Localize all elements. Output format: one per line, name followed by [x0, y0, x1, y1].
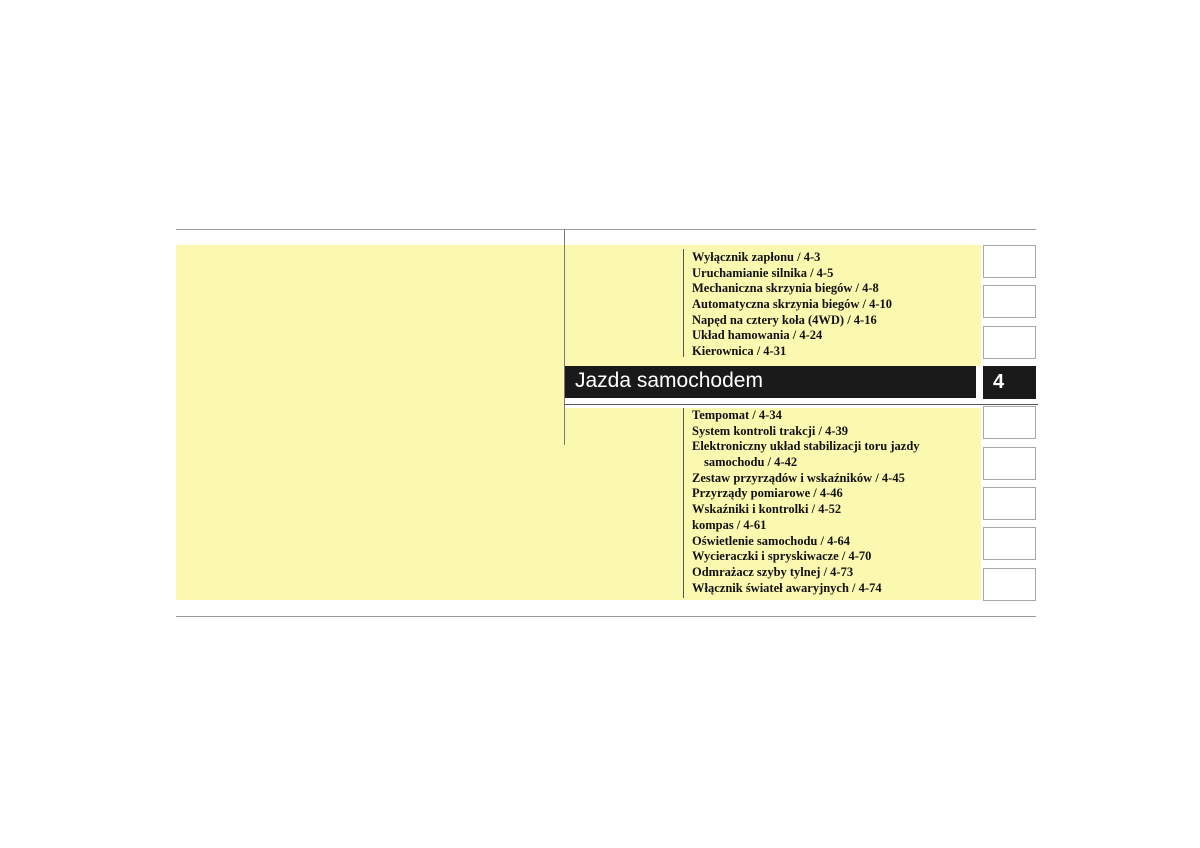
top-rule	[176, 229, 1036, 230]
toc-entry[interactable]: Wskaźniki i kontrolki / 4-52	[692, 502, 842, 517]
toc-entry[interactable]: Układ hamowania / 4-24	[692, 328, 823, 343]
toc-entry[interactable]: Włącznik świateł awaryjnych / 4-74	[692, 580, 882, 595]
chapter-tab-9[interactable]: 9	[983, 568, 1036, 601]
toc-entry[interactable]: Odmrażacz szyby tylnej / 4-73	[692, 564, 854, 579]
center-divider	[564, 229, 565, 445]
toc-entry[interactable]: Uruchamianie silnika / 4-5	[692, 265, 834, 280]
toc-entry[interactable]: Zestaw przyrządów i wskaźników / 4-45	[692, 470, 905, 485]
toc-entry[interactable]: Elektroniczny układ stabilizacji toru jazdy	[692, 439, 920, 454]
chapter-tab-1[interactable]: 1	[983, 245, 1036, 278]
toc-top-rule	[683, 249, 684, 357]
toc-entry[interactable]: Automatyczna skrzynia biegów / 4-10	[692, 297, 892, 312]
left-panel	[176, 245, 564, 600]
chapter-tab-8[interactable]: 8	[983, 527, 1036, 560]
chapter-tab-4[interactable]: 4	[983, 366, 1036, 399]
banner-underline	[564, 404, 1038, 405]
section-title-banner	[565, 366, 976, 398]
bottom-rule	[176, 616, 1036, 617]
toc-entry[interactable]: Wycieraczki i spryskiwacze / 4-70	[692, 549, 872, 564]
toc-entry[interactable]: Napęd na cztery koła (4WD) / 4-16	[692, 312, 877, 327]
toc-entry[interactable]: Kierownica / 4-31	[692, 344, 787, 359]
chapter-tab-7[interactable]: 7	[983, 487, 1036, 520]
toc-bottom-list	[692, 408, 920, 596]
chapter-tab-5[interactable]: 5	[983, 406, 1036, 439]
section-title: Jazda samochodem	[575, 369, 763, 392]
chapter-tab-6[interactable]: 6	[983, 447, 1036, 480]
toc-entry[interactable]: System kontroli trakcji / 4-39	[692, 423, 849, 438]
toc-entry[interactable]: samochodu / 4-42	[704, 455, 798, 470]
toc-entry[interactable]: Oświetlenie samochodu / 4-64	[692, 533, 850, 548]
toc-entry[interactable]: kompas / 4-61	[692, 517, 767, 532]
toc-bottom-rule	[683, 408, 684, 598]
chapter-tab-3[interactable]: 3	[983, 326, 1036, 359]
toc-entry[interactable]: Tempomat / 4-34	[692, 408, 782, 422]
toc-top-list	[692, 250, 892, 360]
toc-entry[interactable]: Przyrządy pomiarowe / 4-46	[692, 486, 843, 501]
toc-entry[interactable]: Mechaniczna skrzynia biegów / 4-8	[692, 281, 879, 296]
chapter-tab-2[interactable]: 2	[983, 285, 1036, 318]
toc-entry[interactable]: Wyłącznik zapłonu / 4-3	[692, 250, 821, 264]
